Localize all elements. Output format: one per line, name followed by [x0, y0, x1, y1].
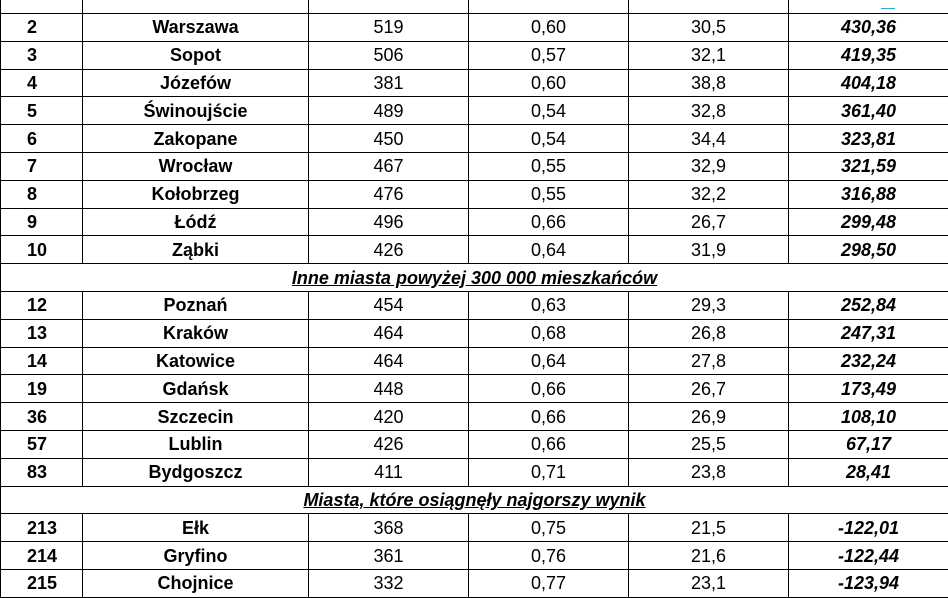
- rank-cell: 3: [1, 41, 83, 69]
- value-cell: 32,1: [629, 41, 789, 69]
- rank-cell: 8: [1, 180, 83, 208]
- section-header-row: [1, 264, 948, 292]
- rank-cell: 19: [1, 375, 83, 403]
- section-header-row: [1, 486, 948, 514]
- score-cell: 28,41: [789, 458, 948, 486]
- city-cell: Kołobrzeg: [83, 180, 309, 208]
- rank-cell: 213: [1, 514, 83, 542]
- city-cell: Ełk: [83, 514, 309, 542]
- city-cell: Kraków: [83, 319, 309, 347]
- table-row: [1, 97, 948, 125]
- score-cell: -123,94: [789, 569, 948, 597]
- value-cell: 25,5: [629, 430, 789, 458]
- table-row: [1, 542, 948, 570]
- value-cell: 0,64: [469, 347, 629, 375]
- table-row-cut-off: [1, 0, 948, 14]
- value-cell: 448: [309, 375, 469, 403]
- rank-cell: 12: [1, 291, 83, 319]
- rank-cell: 2: [1, 14, 83, 42]
- table-row: [1, 125, 948, 153]
- city-cell: Sopot: [83, 41, 309, 69]
- rank-cell: 57: [1, 430, 83, 458]
- value-cell: 30,5: [629, 14, 789, 42]
- value-cell: 0,55: [469, 180, 629, 208]
- city-cell: Zakopane: [83, 125, 309, 153]
- value-cell: 21,6: [629, 542, 789, 570]
- score-cell: -122,44: [789, 542, 948, 570]
- score-cell: 316,88: [789, 180, 948, 208]
- value-cell: 21,5: [629, 514, 789, 542]
- value-cell: 464: [309, 347, 469, 375]
- table-row: [1, 236, 948, 264]
- table-row: [1, 291, 948, 319]
- value-cell: 26,7: [629, 208, 789, 236]
- value-cell: 34,4: [629, 125, 789, 153]
- section-title-large-cities: Inne miasta powyżej 300 000 mieszkańców: [1, 264, 948, 292]
- cut-off-score-fragment: [881, 5, 895, 9]
- city-cell: Gdańsk: [83, 375, 309, 403]
- value-cell: 0,71: [469, 458, 629, 486]
- value-cell: 381: [309, 69, 469, 97]
- table-row: [1, 14, 948, 42]
- value-cell: 0,54: [469, 97, 629, 125]
- score-cell: 298,50: [789, 236, 948, 264]
- city-cell: Poznań: [83, 291, 309, 319]
- value-cell: 0,66: [469, 430, 629, 458]
- table-row: [1, 41, 948, 69]
- score-cell: 321,59: [789, 152, 948, 180]
- value-cell: 32,2: [629, 180, 789, 208]
- value-cell: 0,76: [469, 542, 629, 570]
- value-cell: 420: [309, 403, 469, 431]
- city-cell: Józefów: [83, 69, 309, 97]
- table-row: [1, 347, 948, 375]
- table-row: [1, 403, 948, 431]
- rank-cell: 36: [1, 403, 83, 431]
- value-cell: 26,7: [629, 375, 789, 403]
- value-cell: 426: [309, 236, 469, 264]
- value-cell: 464: [309, 319, 469, 347]
- value-cell: 0,54: [469, 125, 629, 153]
- value-cell: 27,8: [629, 347, 789, 375]
- rank-cell: 7: [1, 152, 83, 180]
- value-cell: 29,3: [629, 291, 789, 319]
- value-cell: 0,57: [469, 41, 629, 69]
- value-cell: 0,75: [469, 514, 629, 542]
- value-cell: 0,77: [469, 569, 629, 597]
- rank-cell: 14: [1, 347, 83, 375]
- value-cell: 361: [309, 542, 469, 570]
- score-cell: 323,81: [789, 125, 948, 153]
- table-row: [1, 514, 948, 542]
- value-cell: 0,66: [469, 403, 629, 431]
- score-cell: 419,35: [789, 41, 948, 69]
- score-cell: 173,49: [789, 375, 948, 403]
- value-cell: 476: [309, 180, 469, 208]
- score-cell: 299,48: [789, 208, 948, 236]
- score-cell: 108,10: [789, 403, 948, 431]
- score-cell: 361,40: [789, 97, 948, 125]
- value-cell: 0,64: [469, 236, 629, 264]
- value-cell: 26,9: [629, 403, 789, 431]
- value-cell: 23,8: [629, 458, 789, 486]
- rank-cell: 83: [1, 458, 83, 486]
- score-cell: 232,24: [789, 347, 948, 375]
- value-cell: 450: [309, 125, 469, 153]
- rank-cell: 9: [1, 208, 83, 236]
- table-row: [1, 458, 948, 486]
- score-cell: 67,17: [789, 430, 948, 458]
- value-cell: 506: [309, 41, 469, 69]
- table-row: [1, 180, 948, 208]
- score-cell: 430,36: [789, 14, 948, 42]
- table-row: [1, 569, 948, 597]
- table-row: [1, 208, 948, 236]
- table-row: [1, 375, 948, 403]
- city-cell: Gryfino: [83, 542, 309, 570]
- table-row: [1, 319, 948, 347]
- value-cell: 0,63: [469, 291, 629, 319]
- value-cell: 454: [309, 291, 469, 319]
- table-row: [1, 430, 948, 458]
- table-row: [1, 69, 948, 97]
- value-cell: 23,1: [629, 569, 789, 597]
- value-cell: 0,66: [469, 375, 629, 403]
- score-cell: 404,18: [789, 69, 948, 97]
- value-cell: 38,8: [629, 69, 789, 97]
- city-cell: Wrocław: [83, 152, 309, 180]
- value-cell: 426: [309, 430, 469, 458]
- value-cell: 489: [309, 97, 469, 125]
- city-cell: Lublin: [83, 430, 309, 458]
- rank-cell: 10: [1, 236, 83, 264]
- value-cell: 0,55: [469, 152, 629, 180]
- rank-cell: 214: [1, 542, 83, 570]
- value-cell: 519: [309, 14, 469, 42]
- city-cell: Szczecin: [83, 403, 309, 431]
- city-cell: Chojnice: [83, 569, 309, 597]
- city-cell: Ząbki: [83, 236, 309, 264]
- score-cell: 252,84: [789, 291, 948, 319]
- value-cell: 0,60: [469, 69, 629, 97]
- rank-cell: 4: [1, 69, 83, 97]
- value-cell: 332: [309, 569, 469, 597]
- rank-cell: 6: [1, 125, 83, 153]
- rank-cell: 5: [1, 97, 83, 125]
- value-cell: 31,9: [629, 236, 789, 264]
- value-cell: 0,60: [469, 14, 629, 42]
- section-title-worst: Miasta, które osiągnęły najgorszy wynik: [1, 486, 948, 514]
- value-cell: 496: [309, 208, 469, 236]
- city-cell: Katowice: [83, 347, 309, 375]
- value-cell: 26,8: [629, 319, 789, 347]
- value-cell: 32,8: [629, 97, 789, 125]
- value-cell: 32,9: [629, 152, 789, 180]
- score-cell: -122,01: [789, 514, 948, 542]
- city-cell: Warszawa: [83, 14, 309, 42]
- city-cell: Bydgoszcz: [83, 458, 309, 486]
- rank-cell: 215: [1, 569, 83, 597]
- table-row: [1, 152, 948, 180]
- score-cell: 247,31: [789, 319, 948, 347]
- value-cell: 467: [309, 152, 469, 180]
- value-cell: 0,68: [469, 319, 629, 347]
- rank-cell: 13: [1, 319, 83, 347]
- value-cell: 368: [309, 514, 469, 542]
- city-cell: Łódź: [83, 208, 309, 236]
- city-cell: Świnoujście: [83, 97, 309, 125]
- value-cell: 0,66: [469, 208, 629, 236]
- value-cell: 411: [309, 458, 469, 486]
